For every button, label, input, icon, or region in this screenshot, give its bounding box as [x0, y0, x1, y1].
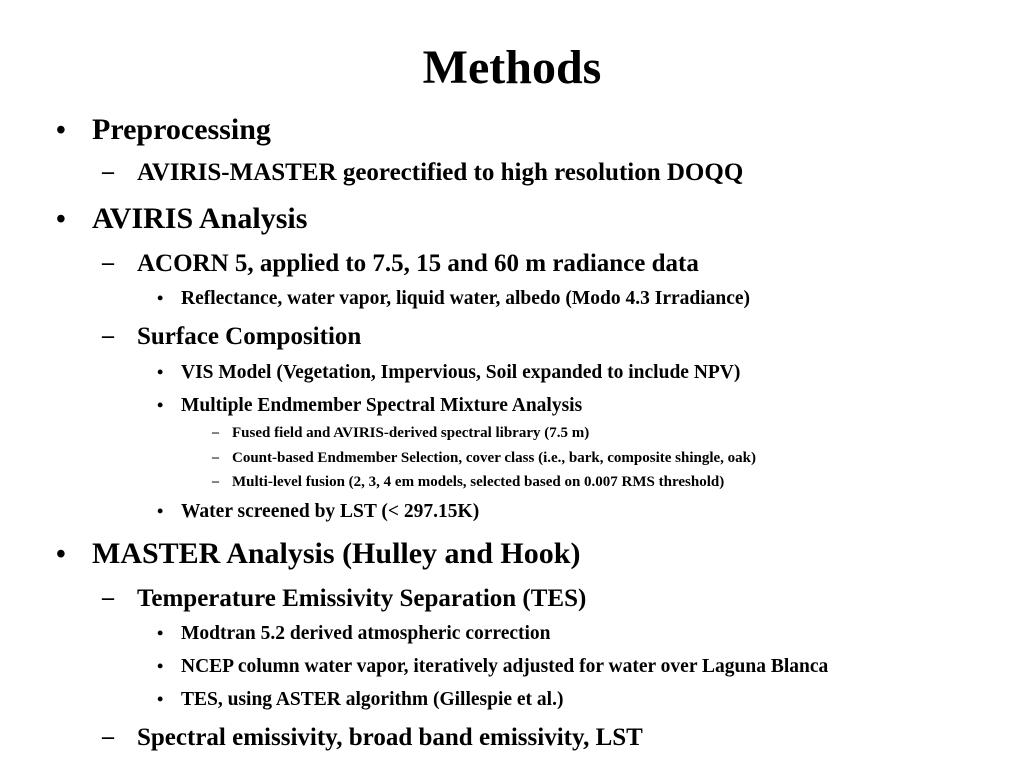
dash-marker: –: [102, 159, 114, 185]
outline-text: Surface Composition: [137, 323, 362, 350]
outline-text: Preprocessing: [92, 113, 271, 146]
bullet-marker: •: [56, 539, 66, 570]
dash-marker: –: [102, 724, 114, 750]
dash-marker: –: [212, 425, 219, 440]
outline-text: Count-based Endmember Selection, cover class (i.e., bark, composite shingle, oak): [232, 450, 757, 466]
dash-marker: –: [102, 250, 114, 276]
dash-marker: –: [212, 450, 219, 465]
outline-text: Modtran 5.2 derived atmospheric correction: [181, 623, 551, 644]
outline-text: Fused field and AVIRIS-derived spectral library (7.5 m): [232, 425, 590, 441]
outline-text: Multiple Endmember Spectral Mixture Analysis: [181, 395, 583, 416]
outline-text: AVIRIS-MASTER georectified to high resolution DOQQ: [137, 159, 744, 186]
bullet-marker: •: [157, 623, 164, 643]
dash-marker: –: [102, 585, 114, 611]
bullet-marker: •: [56, 204, 66, 235]
outline-text: Temperature Emissivity Separation (TES): [137, 585, 587, 612]
outline-text: ACORN 5, applied to 7.5, 15 and 60 m radiance data: [137, 250, 699, 277]
outline-text: Reflectance, water vapor, liquid water, albedo (Modo 4.3 Irradiance): [181, 288, 751, 309]
outline-text: TES, using ASTER algorithm (Gillespie et al.): [181, 689, 564, 710]
bullet-marker: •: [157, 288, 164, 308]
slide-title: Methods: [422, 41, 602, 94]
dash-marker: –: [212, 474, 219, 489]
outline-text: VIS Model (Vegetation, Impervious, Soil expanded to include NPV): [181, 362, 741, 383]
dash-marker: –: [102, 323, 114, 349]
outline-text: Water screened by LST (< 297.15K): [181, 501, 480, 522]
bullet-marker: •: [157, 362, 164, 382]
bullet-marker: •: [157, 689, 164, 709]
bullet-marker: •: [157, 395, 164, 415]
outline-text: Multi-level fusion (2, 3, 4 em models, selected based on 0.007 RMS threshold): [232, 474, 725, 490]
outline-text: AVIRIS Analysis: [92, 202, 308, 235]
bullet-marker: •: [157, 656, 164, 676]
bullet-marker: •: [157, 501, 164, 521]
outline-text: Spectral emissivity, broad band emissivity, LST: [137, 724, 643, 751]
bullet-marker: •: [56, 115, 66, 146]
outline-text: NCEP column water vapor, iteratively adjusted for water over Laguna Blanca: [181, 656, 829, 677]
outline-text: MASTER Analysis (Hulley and Hook): [92, 537, 581, 570]
